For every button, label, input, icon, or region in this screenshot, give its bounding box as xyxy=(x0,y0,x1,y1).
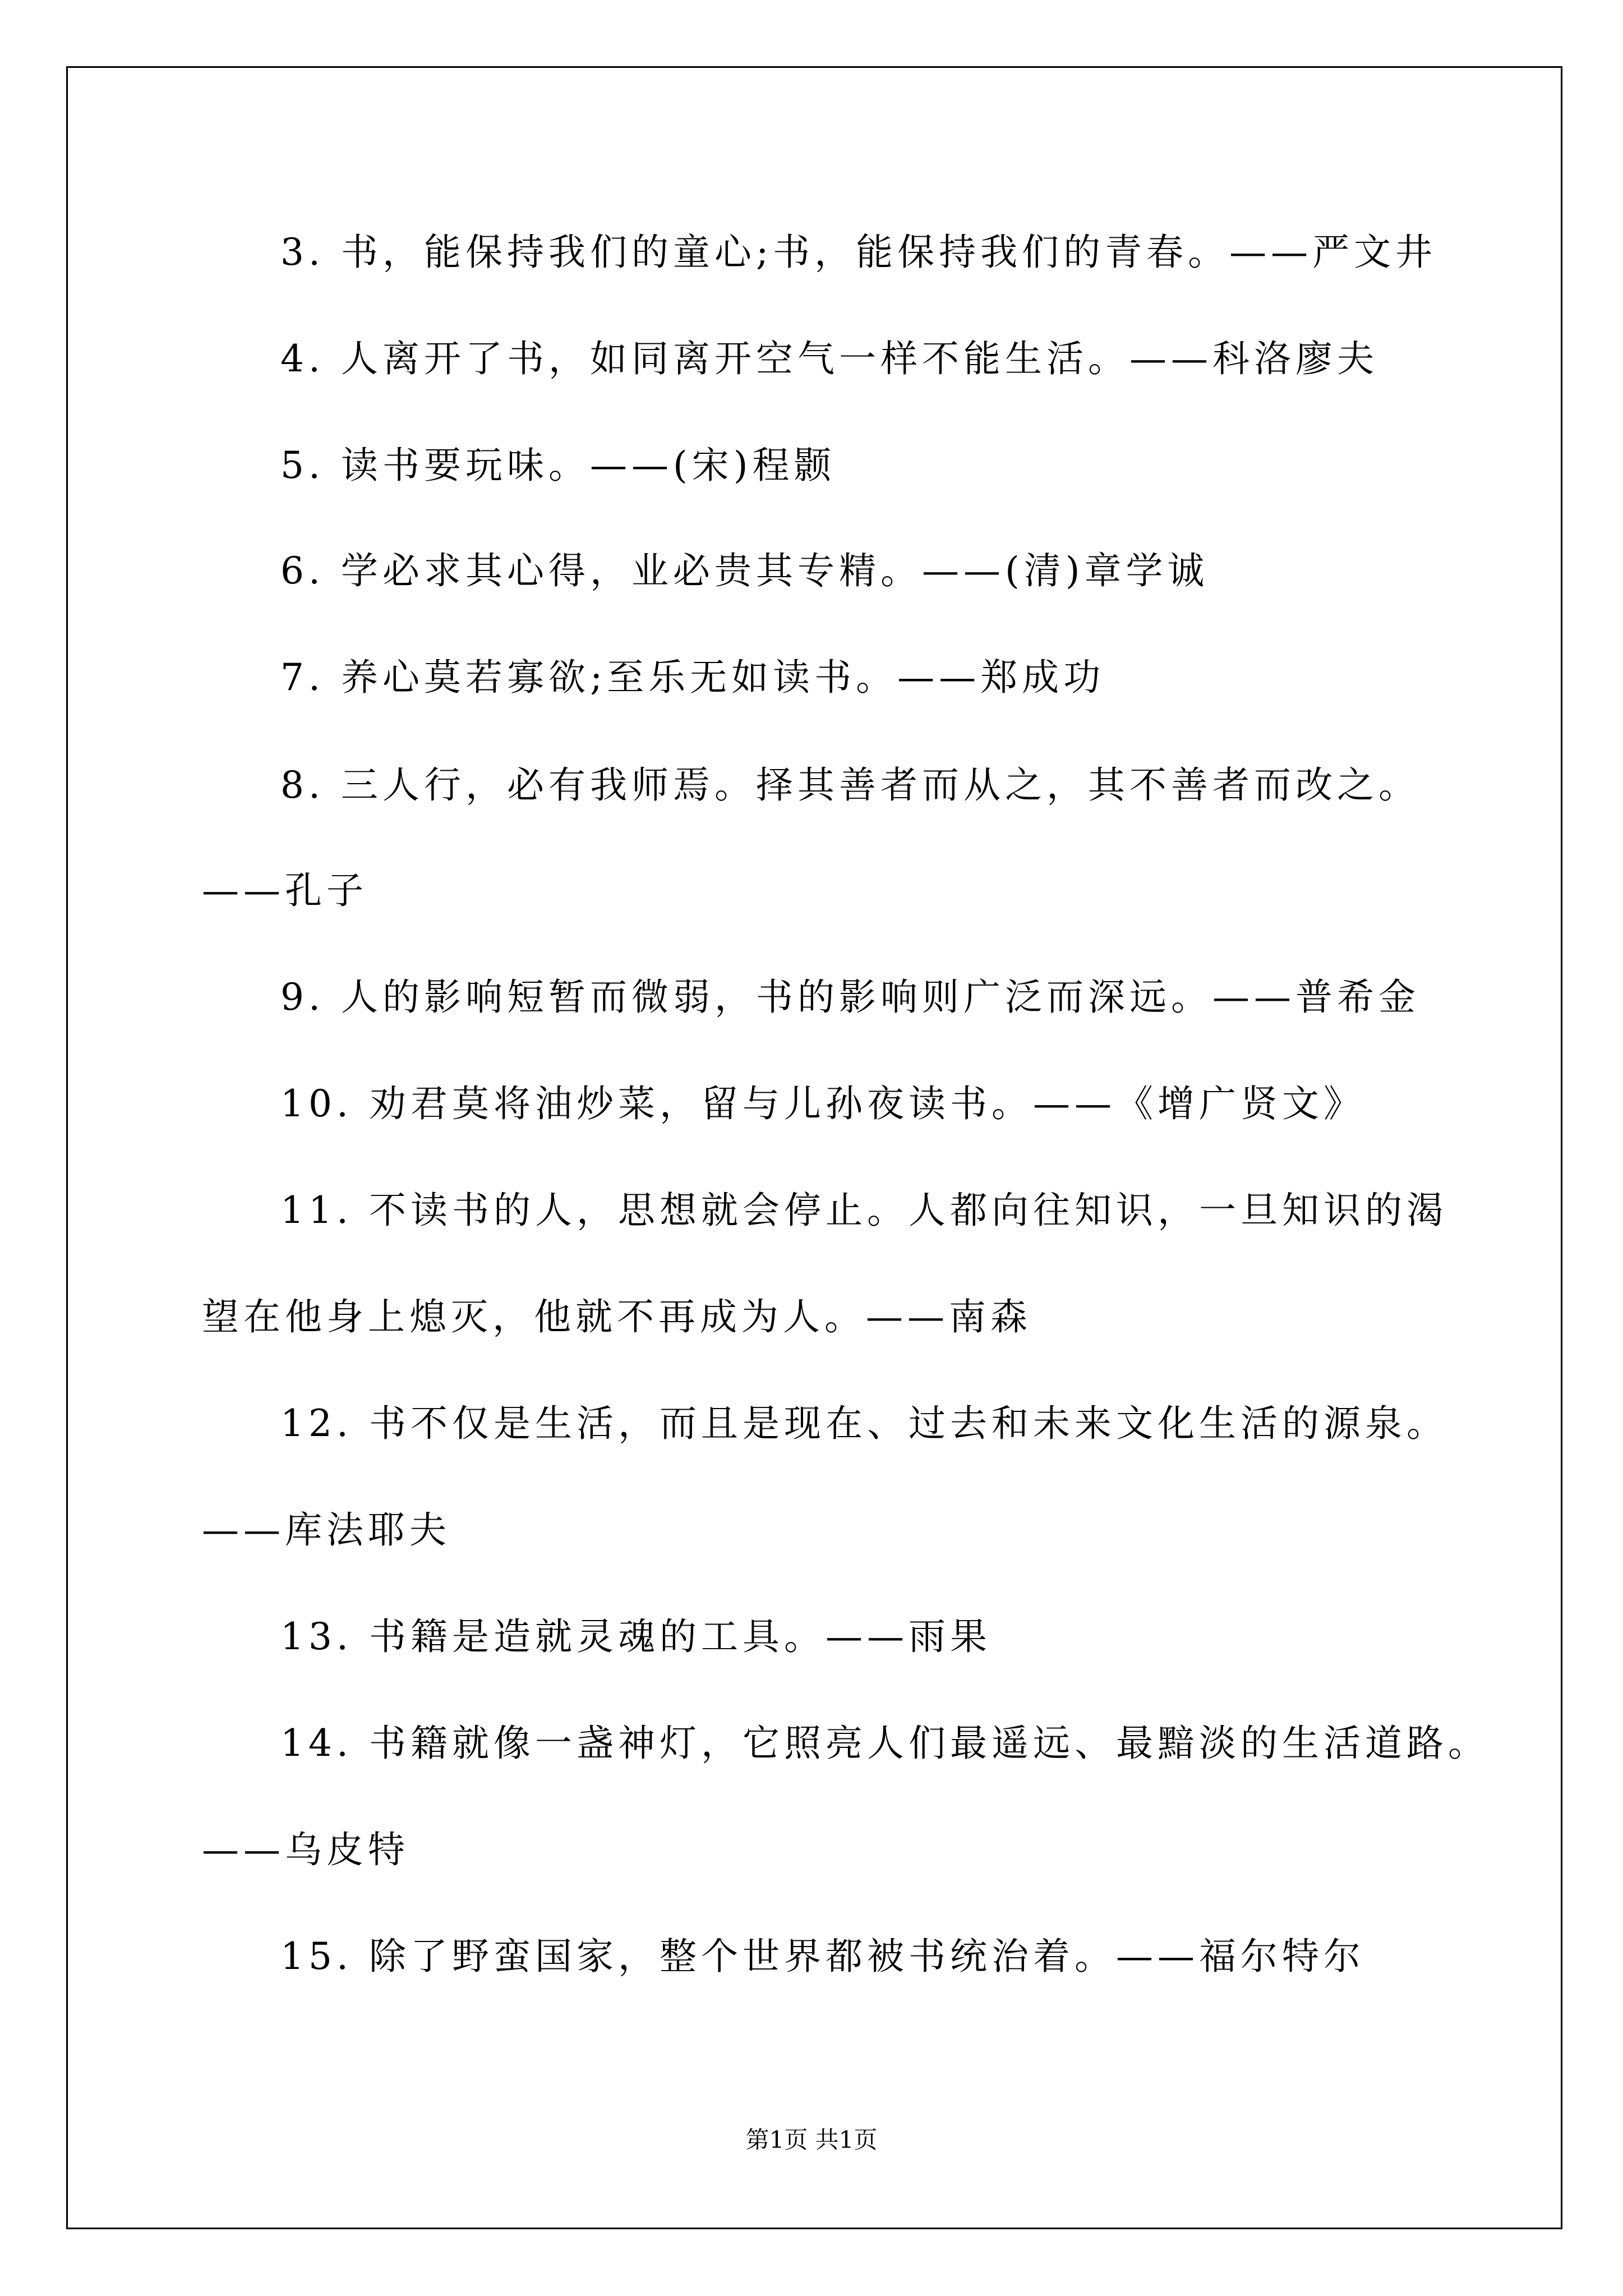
quote-line-8-author: ——孔子 xyxy=(202,869,368,912)
quote-line-11-continued: 望在他身上熄灭，他就不再成为人。——南森 xyxy=(202,1295,1032,1338)
quote-line-5: 5. 读书要玩味。——(宋)程颢 xyxy=(280,444,836,487)
page-border xyxy=(66,66,1562,2229)
quote-line-3: 3. 书，能保持我们的童心;书，能保持我们的青春。——严文井 xyxy=(280,231,1437,274)
quote-line-4: 4. 人离开了书，如同离开空气一样不能生活。——科洛廖夫 xyxy=(280,337,1378,380)
quote-line-8: 8. 三人行，必有我师焉。择其善者而从之，其不善者而改之。 xyxy=(280,763,1420,807)
quote-line-11: 11. 不读书的人，思想就会停止。人都向往知识，一旦知识的渴 xyxy=(280,1189,1448,1232)
quote-line-10: 10. 劝君莫将油炒菜，留与儿孙夜读书。——《增广贤文》 xyxy=(280,1082,1365,1125)
quote-line-12-author: ——库法耶夫 xyxy=(202,1508,451,1552)
page-number-footer: 第1页 共1页 xyxy=(745,2126,878,2154)
quote-line-15: 15. 除了野蛮国家，整个世界都被书统治着。——福尔特尔 xyxy=(280,1935,1365,1978)
quote-line-7: 7. 养心莫若寡欲;至乐无如读书。——郑成功 xyxy=(280,656,1105,699)
quote-line-6: 6. 学必求其心得，业必贵其专精。——(清)章学诚 xyxy=(280,549,1209,592)
quote-line-9: 9. 人的影响短暂而微弱，书的影响则广泛而深远。——普希金 xyxy=(280,976,1420,1019)
quote-line-13: 13. 书籍是造就灵魂的工具。——雨果 xyxy=(280,1615,992,1658)
quote-line-14: 14. 书籍就像一盏神灯，它照亮人们最遥远、最黯淡的生活道路。 xyxy=(280,1722,1490,1765)
quote-line-12: 12. 书不仅是生活，而且是现在、过去和未来文化生活的源泉。 xyxy=(280,1402,1448,1445)
quote-line-14-author: ——乌皮特 xyxy=(202,1828,409,1871)
